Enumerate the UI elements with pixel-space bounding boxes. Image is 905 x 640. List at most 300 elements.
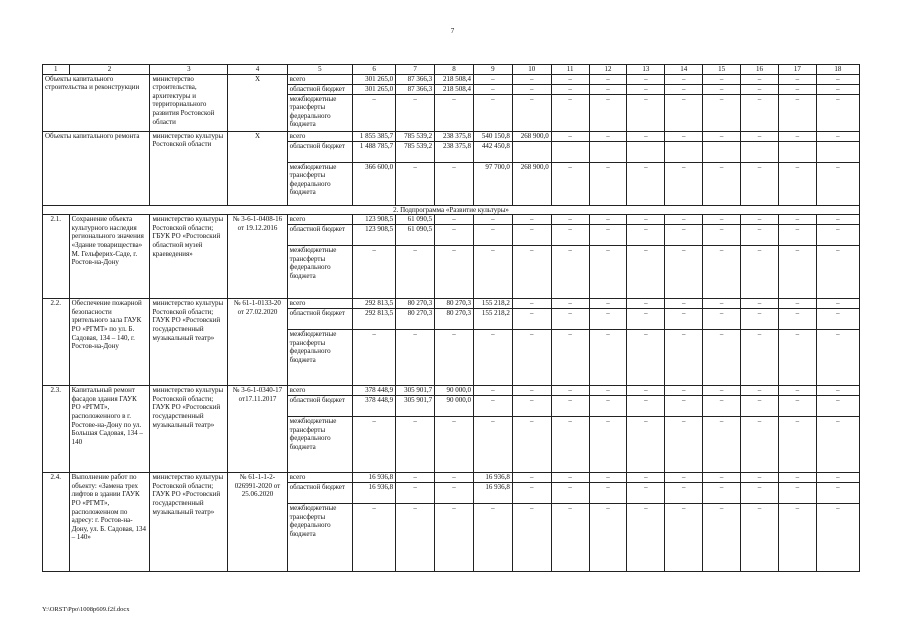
value-cell: – xyxy=(627,417,665,473)
value-cell: 97 700,0 xyxy=(473,162,512,205)
funding-type: всего xyxy=(287,299,353,309)
value-cell xyxy=(816,141,859,162)
value-cell: – xyxy=(512,74,551,84)
value-cell xyxy=(589,141,627,162)
value-cell: – xyxy=(816,246,859,299)
value-cell: – xyxy=(665,396,703,417)
value-cell: 268 900,0 xyxy=(512,131,551,141)
value-cell: 785 539,2 xyxy=(396,141,435,162)
value-cell xyxy=(551,141,589,162)
value-cell: – xyxy=(435,504,474,572)
group-doc: Х xyxy=(228,74,287,131)
value-cell: – xyxy=(778,396,816,417)
value-cell: – xyxy=(512,386,551,396)
value-cell: – xyxy=(816,396,859,417)
value-cell: – xyxy=(741,225,779,246)
value-cell: – xyxy=(703,94,741,131)
value-cell: 90 000,0 xyxy=(435,396,474,417)
value-cell: 442 450,8 xyxy=(473,141,512,162)
column-header: 18 xyxy=(816,65,859,75)
funding-type: областной бюджет xyxy=(287,483,353,504)
value-cell: – xyxy=(741,246,779,299)
value-cell: – xyxy=(512,483,551,504)
column-header: 5 xyxy=(287,65,353,75)
item-executor: министерство культуры Ростовской области; ГАУК РО «Ростовский государственный музыкальный театр» xyxy=(150,299,228,386)
value-cell: 80 270,3 xyxy=(435,309,474,330)
value-cell: – xyxy=(741,215,779,225)
value-cell: – xyxy=(703,396,741,417)
value-cell: – xyxy=(473,94,512,131)
column-header: 3 xyxy=(150,65,228,75)
value-cell: – xyxy=(627,473,665,483)
value-cell: – xyxy=(741,483,779,504)
value-cell: 87 366,3 xyxy=(396,74,435,84)
value-cell: – xyxy=(703,215,741,225)
value-cell: – xyxy=(741,396,779,417)
table-body xyxy=(43,65,860,572)
value-cell: 292 813,5 xyxy=(353,299,396,309)
value-cell: – xyxy=(512,396,551,417)
value-cell: 238 375,8 xyxy=(435,131,474,141)
value-cell: – xyxy=(703,162,741,205)
value-cell: – xyxy=(353,330,396,386)
value-cell: 540 150,8 xyxy=(473,131,512,141)
value-cell: – xyxy=(703,131,741,141)
value-cell: – xyxy=(741,84,779,94)
value-cell: – xyxy=(627,330,665,386)
value-cell: 123 908,5 xyxy=(353,215,396,225)
value-cell: 301 265,0 xyxy=(353,74,396,84)
value-cell: – xyxy=(665,330,703,386)
value-cell: 292 813,5 xyxy=(353,309,396,330)
value-cell: – xyxy=(589,225,627,246)
value-cell: 16 936,8 xyxy=(353,473,396,483)
value-cell: – xyxy=(778,131,816,141)
value-cell: 87 366,3 xyxy=(396,84,435,94)
value-cell: – xyxy=(703,74,741,84)
item-executor: министерство культуры Ростовской области; ГАУК РО «Ростовский государственный музыкальный театр» xyxy=(150,473,228,572)
value-cell: – xyxy=(816,473,859,483)
value-cell: – xyxy=(816,299,859,309)
value-cell: – xyxy=(589,74,627,84)
value-cell: – xyxy=(396,417,435,473)
value-cell: – xyxy=(778,386,816,396)
group-executor: министерство строительства, архитектуры и территориального развития Ростовской области xyxy=(150,74,228,131)
column-header: 14 xyxy=(665,65,703,75)
value-cell: – xyxy=(627,504,665,572)
table-row xyxy=(43,473,860,483)
value-cell: – xyxy=(741,131,779,141)
value-cell: 80 270,3 xyxy=(396,299,435,309)
funding-type: межбюджетные трансферты федерального бюджета xyxy=(287,162,353,205)
item-id: 2.3. xyxy=(43,386,70,473)
funding-type: межбюджетные трансферты федерального бюджета xyxy=(287,94,353,131)
value-cell: – xyxy=(627,396,665,417)
value-cell: – xyxy=(589,215,627,225)
item-id: 2.1. xyxy=(43,215,70,299)
value-cell: 218 508,4 xyxy=(435,84,474,94)
value-cell: – xyxy=(551,417,589,473)
column-header: 1 xyxy=(43,65,70,75)
value-cell xyxy=(665,141,703,162)
value-cell: – xyxy=(816,309,859,330)
value-cell: 90 000,0 xyxy=(435,386,474,396)
funding-type: всего xyxy=(287,473,353,483)
value-cell: – xyxy=(551,309,589,330)
funding-type: межбюджетные трансферты федерального бюджета xyxy=(287,417,353,473)
column-header: 16 xyxy=(741,65,779,75)
value-cell: – xyxy=(435,246,474,299)
value-cell xyxy=(512,141,551,162)
value-cell: – xyxy=(703,299,741,309)
value-cell: – xyxy=(512,504,551,572)
value-cell: – xyxy=(741,473,779,483)
value-cell: – xyxy=(665,74,703,84)
value-cell: 366 600,0 xyxy=(353,162,396,205)
value-cell: – xyxy=(627,74,665,84)
value-cell xyxy=(627,141,665,162)
value-cell: – xyxy=(665,84,703,94)
value-cell: – xyxy=(778,483,816,504)
value-cell: 785 539,2 xyxy=(396,131,435,141)
value-cell: 155 218,2 xyxy=(473,299,512,309)
item-executor: министерство культуры Ростовской области; ГАУК РО «Ростовский государственный музыкальный театр» xyxy=(150,386,228,473)
value-cell: – xyxy=(589,246,627,299)
value-cell: – xyxy=(741,330,779,386)
value-cell: – xyxy=(551,131,589,141)
value-cell: – xyxy=(816,215,859,225)
value-cell: – xyxy=(435,225,474,246)
value-cell: – xyxy=(816,131,859,141)
column-header: 6 xyxy=(353,65,396,75)
item-id: 2.2. xyxy=(43,299,70,386)
item-doc: № 3-6-1-0408-16 от 19.12.2016 xyxy=(228,215,287,299)
item-name: Обеспечение пожарной безопасности зрительного зала ГАУК РО «РГМТ» по ул. Б. Садовая, 134 – 140, г. Ростов-на-Дону xyxy=(69,299,150,386)
value-cell: – xyxy=(551,299,589,309)
value-cell: – xyxy=(551,386,589,396)
value-cell: – xyxy=(512,417,551,473)
value-cell: – xyxy=(512,215,551,225)
value-cell: – xyxy=(627,162,665,205)
value-cell: – xyxy=(778,84,816,94)
value-cell: 16 936,8 xyxy=(473,483,512,504)
value-cell: – xyxy=(627,94,665,131)
value-cell: 305 901,7 xyxy=(396,396,435,417)
value-cell: 61 090,5 xyxy=(396,225,435,246)
value-cell: – xyxy=(551,225,589,246)
value-cell: – xyxy=(627,225,665,246)
value-cell: – xyxy=(703,309,741,330)
value-cell: – xyxy=(473,330,512,386)
value-cell: 80 270,3 xyxy=(396,309,435,330)
table-row xyxy=(43,215,860,225)
value-cell: – xyxy=(473,225,512,246)
value-cell: – xyxy=(741,309,779,330)
section-title: 2. Подпрограмма «Развитие культуры» xyxy=(43,205,860,215)
value-cell: – xyxy=(627,386,665,396)
value-cell: – xyxy=(589,309,627,330)
item-doc: № 61-1-1-2-026991-2020 от 25.06.2020 xyxy=(228,473,287,572)
value-cell: – xyxy=(816,386,859,396)
group-doc: Х xyxy=(228,131,287,205)
value-cell: – xyxy=(435,162,474,205)
funding-type: всего xyxy=(287,386,353,396)
header-row xyxy=(43,65,860,75)
value-cell: 301 265,0 xyxy=(353,84,396,94)
value-cell: – xyxy=(778,504,816,572)
item-name: Сохранение объекта культурного наследия регионального значения «Здание товарищества» М. Гельферих-Саде, г. Ростов-на-Дону xyxy=(69,215,150,299)
value-cell: – xyxy=(551,473,589,483)
value-cell: – xyxy=(512,94,551,131)
value-cell: – xyxy=(665,215,703,225)
value-cell: – xyxy=(816,162,859,205)
value-cell: – xyxy=(551,330,589,386)
value-cell: – xyxy=(778,94,816,131)
funding-type: межбюджетные трансферты федерального бюджета xyxy=(287,330,353,386)
value-cell: – xyxy=(435,215,474,225)
funding-type: областной бюджет xyxy=(287,309,353,330)
column-header: 15 xyxy=(703,65,741,75)
value-cell: – xyxy=(703,417,741,473)
value-cell: – xyxy=(816,74,859,84)
value-cell: – xyxy=(627,84,665,94)
value-cell: – xyxy=(741,504,779,572)
table-row xyxy=(43,74,860,84)
value-cell: – xyxy=(551,483,589,504)
group-executor: министерство культуры Ростовской области xyxy=(150,131,228,205)
item-executor: министерство культуры Ростовской области; ГБУК РО «Ростовский областной музей краеведения» xyxy=(150,215,228,299)
value-cell: – xyxy=(512,84,551,94)
item-name: Капитальный ремонт фасадов здания ГАУК РО «РГМТ», расположенного в г. Ростове-на-Дону по ул. Большая Садовая, 134 – 140 xyxy=(69,386,150,473)
item-doc: № 61-1-0133-20 от 27.02.2020 xyxy=(228,299,287,386)
value-cell: – xyxy=(396,94,435,131)
value-cell: – xyxy=(551,84,589,94)
value-cell: – xyxy=(396,473,435,483)
value-cell: – xyxy=(778,330,816,386)
value-cell: – xyxy=(816,417,859,473)
value-cell: – xyxy=(589,504,627,572)
column-header: 4 xyxy=(228,65,287,75)
value-cell: – xyxy=(589,386,627,396)
value-cell: 61 090,5 xyxy=(396,215,435,225)
value-cell: – xyxy=(703,225,741,246)
value-cell: 1 855 385,7 xyxy=(353,131,396,141)
value-cell: – xyxy=(551,74,589,84)
footer-path: Y:\ORST\Ppo\1008p609.f2f.docx xyxy=(42,606,130,613)
column-header: 13 xyxy=(627,65,665,75)
value-cell: – xyxy=(551,396,589,417)
value-cell: 238 375,8 xyxy=(435,141,474,162)
value-cell: 16 936,8 xyxy=(353,483,396,504)
value-cell: – xyxy=(353,504,396,572)
value-cell: – xyxy=(589,94,627,131)
value-cell: – xyxy=(741,94,779,131)
value-cell: – xyxy=(703,483,741,504)
value-cell: – xyxy=(551,94,589,131)
value-cell: – xyxy=(703,84,741,94)
value-cell: – xyxy=(741,162,779,205)
item-name: Выполнение работ по объекту: «Замена трех лифтов в здании ГАУК РО «РГМТ», расположенном по адресу: г. Ростов-на-Дону, ул. Б. Садовая, 134 – 140» xyxy=(69,473,150,572)
value-cell: 378 448,9 xyxy=(353,396,396,417)
value-cell: – xyxy=(589,417,627,473)
column-header: 12 xyxy=(589,65,627,75)
funding-type: всего xyxy=(287,131,353,141)
value-cell: – xyxy=(741,386,779,396)
value-cell: – xyxy=(512,225,551,246)
value-cell: – xyxy=(778,473,816,483)
value-cell: – xyxy=(512,309,551,330)
value-cell: – xyxy=(816,504,859,572)
group-name: Объекты капитального строительства и реконструкции xyxy=(43,74,150,131)
table-row xyxy=(43,131,860,141)
value-cell: – xyxy=(512,246,551,299)
value-cell: – xyxy=(778,215,816,225)
value-cell: 305 901,7 xyxy=(396,386,435,396)
value-cell: – xyxy=(665,386,703,396)
group-name: Объекты капитального ремонта xyxy=(43,131,150,205)
page-number: 7 xyxy=(450,27,455,35)
value-cell: – xyxy=(627,246,665,299)
value-cell: – xyxy=(589,162,627,205)
value-cell: – xyxy=(741,299,779,309)
value-cell: – xyxy=(778,309,816,330)
value-cell: – xyxy=(589,131,627,141)
item-doc: № 3-6-1-0340-17 от17.11.2017 xyxy=(228,386,287,473)
value-cell: – xyxy=(741,417,779,473)
value-cell: – xyxy=(778,246,816,299)
value-cell: – xyxy=(551,162,589,205)
value-cell: – xyxy=(396,330,435,386)
value-cell: – xyxy=(396,504,435,572)
funding-type: областной бюджет xyxy=(287,141,353,162)
value-cell: – xyxy=(627,215,665,225)
value-cell: – xyxy=(627,131,665,141)
value-cell: – xyxy=(589,483,627,504)
value-cell: – xyxy=(435,330,474,386)
value-cell: – xyxy=(473,84,512,94)
funding-type: межбюджетные трансферты федерального бюджета xyxy=(287,504,353,572)
funding-type: всего xyxy=(287,74,353,84)
value-cell: – xyxy=(551,246,589,299)
value-cell: – xyxy=(396,483,435,504)
value-cell: – xyxy=(473,386,512,396)
value-cell: – xyxy=(473,396,512,417)
value-cell: 16 936,8 xyxy=(473,473,512,483)
value-cell: – xyxy=(665,131,703,141)
value-cell: – xyxy=(627,309,665,330)
value-cell: – xyxy=(627,299,665,309)
value-cell: – xyxy=(816,225,859,246)
value-cell: – xyxy=(589,330,627,386)
value-cell: – xyxy=(353,417,396,473)
value-cell: – xyxy=(778,225,816,246)
value-cell: – xyxy=(473,74,512,84)
value-cell: 1 488 785,7 xyxy=(353,141,396,162)
value-cell: – xyxy=(778,74,816,84)
value-cell: – xyxy=(703,246,741,299)
value-cell: – xyxy=(396,162,435,205)
column-header: 2 xyxy=(69,65,150,75)
value-cell: – xyxy=(473,246,512,299)
value-cell: – xyxy=(551,504,589,572)
value-cell: – xyxy=(589,84,627,94)
value-cell: 123 908,5 xyxy=(353,225,396,246)
value-cell: – xyxy=(778,417,816,473)
value-cell: – xyxy=(589,473,627,483)
budget-table xyxy=(42,64,860,572)
value-cell: – xyxy=(703,473,741,483)
value-cell: – xyxy=(589,396,627,417)
value-cell: – xyxy=(589,299,627,309)
table-row xyxy=(43,386,860,396)
value-cell xyxy=(741,141,779,162)
value-cell: – xyxy=(665,417,703,473)
value-cell: – xyxy=(665,162,703,205)
value-cell: – xyxy=(703,504,741,572)
value-cell: – xyxy=(473,504,512,572)
value-cell: – xyxy=(665,473,703,483)
column-header: 9 xyxy=(473,65,512,75)
value-cell xyxy=(703,141,741,162)
value-cell: – xyxy=(816,330,859,386)
value-cell: – xyxy=(665,299,703,309)
value-cell: – xyxy=(665,246,703,299)
value-cell: – xyxy=(473,215,512,225)
item-id: 2.4. xyxy=(43,473,70,572)
value-cell: – xyxy=(435,483,474,504)
funding-type: областной бюджет xyxy=(287,396,353,417)
value-cell: – xyxy=(435,473,474,483)
value-cell: – xyxy=(473,417,512,473)
value-cell: – xyxy=(512,299,551,309)
value-cell: – xyxy=(435,94,474,131)
table-row xyxy=(43,299,860,309)
value-cell: – xyxy=(665,483,703,504)
value-cell: – xyxy=(627,483,665,504)
value-cell: – xyxy=(703,386,741,396)
column-header: 8 xyxy=(435,65,474,75)
value-cell: – xyxy=(778,299,816,309)
value-cell: – xyxy=(816,94,859,131)
funding-type: всего xyxy=(287,215,353,225)
funding-type: межбюджетные трансферты федерального бюджета xyxy=(287,246,353,299)
value-cell: 378 448,9 xyxy=(353,386,396,396)
funding-type: областной бюджет xyxy=(287,84,353,94)
section-row xyxy=(43,205,860,215)
value-cell: 155 218,2 xyxy=(473,309,512,330)
value-cell: – xyxy=(353,246,396,299)
value-cell: – xyxy=(816,483,859,504)
column-header: 7 xyxy=(396,65,435,75)
value-cell: – xyxy=(512,330,551,386)
value-cell: – xyxy=(512,473,551,483)
value-cell: – xyxy=(665,94,703,131)
value-cell: – xyxy=(551,215,589,225)
value-cell: – xyxy=(778,162,816,205)
funding-type: областной бюджет xyxy=(287,225,353,246)
value-cell: 268 900,0 xyxy=(512,162,551,205)
column-header: 10 xyxy=(512,65,551,75)
value-cell: – xyxy=(816,84,859,94)
value-cell: – xyxy=(703,330,741,386)
value-cell: – xyxy=(353,94,396,131)
column-header: 11 xyxy=(551,65,589,75)
column-header: 17 xyxy=(778,65,816,75)
value-cell: – xyxy=(665,504,703,572)
value-cell: – xyxy=(665,309,703,330)
value-cell: – xyxy=(435,417,474,473)
value-cell: – xyxy=(741,74,779,84)
